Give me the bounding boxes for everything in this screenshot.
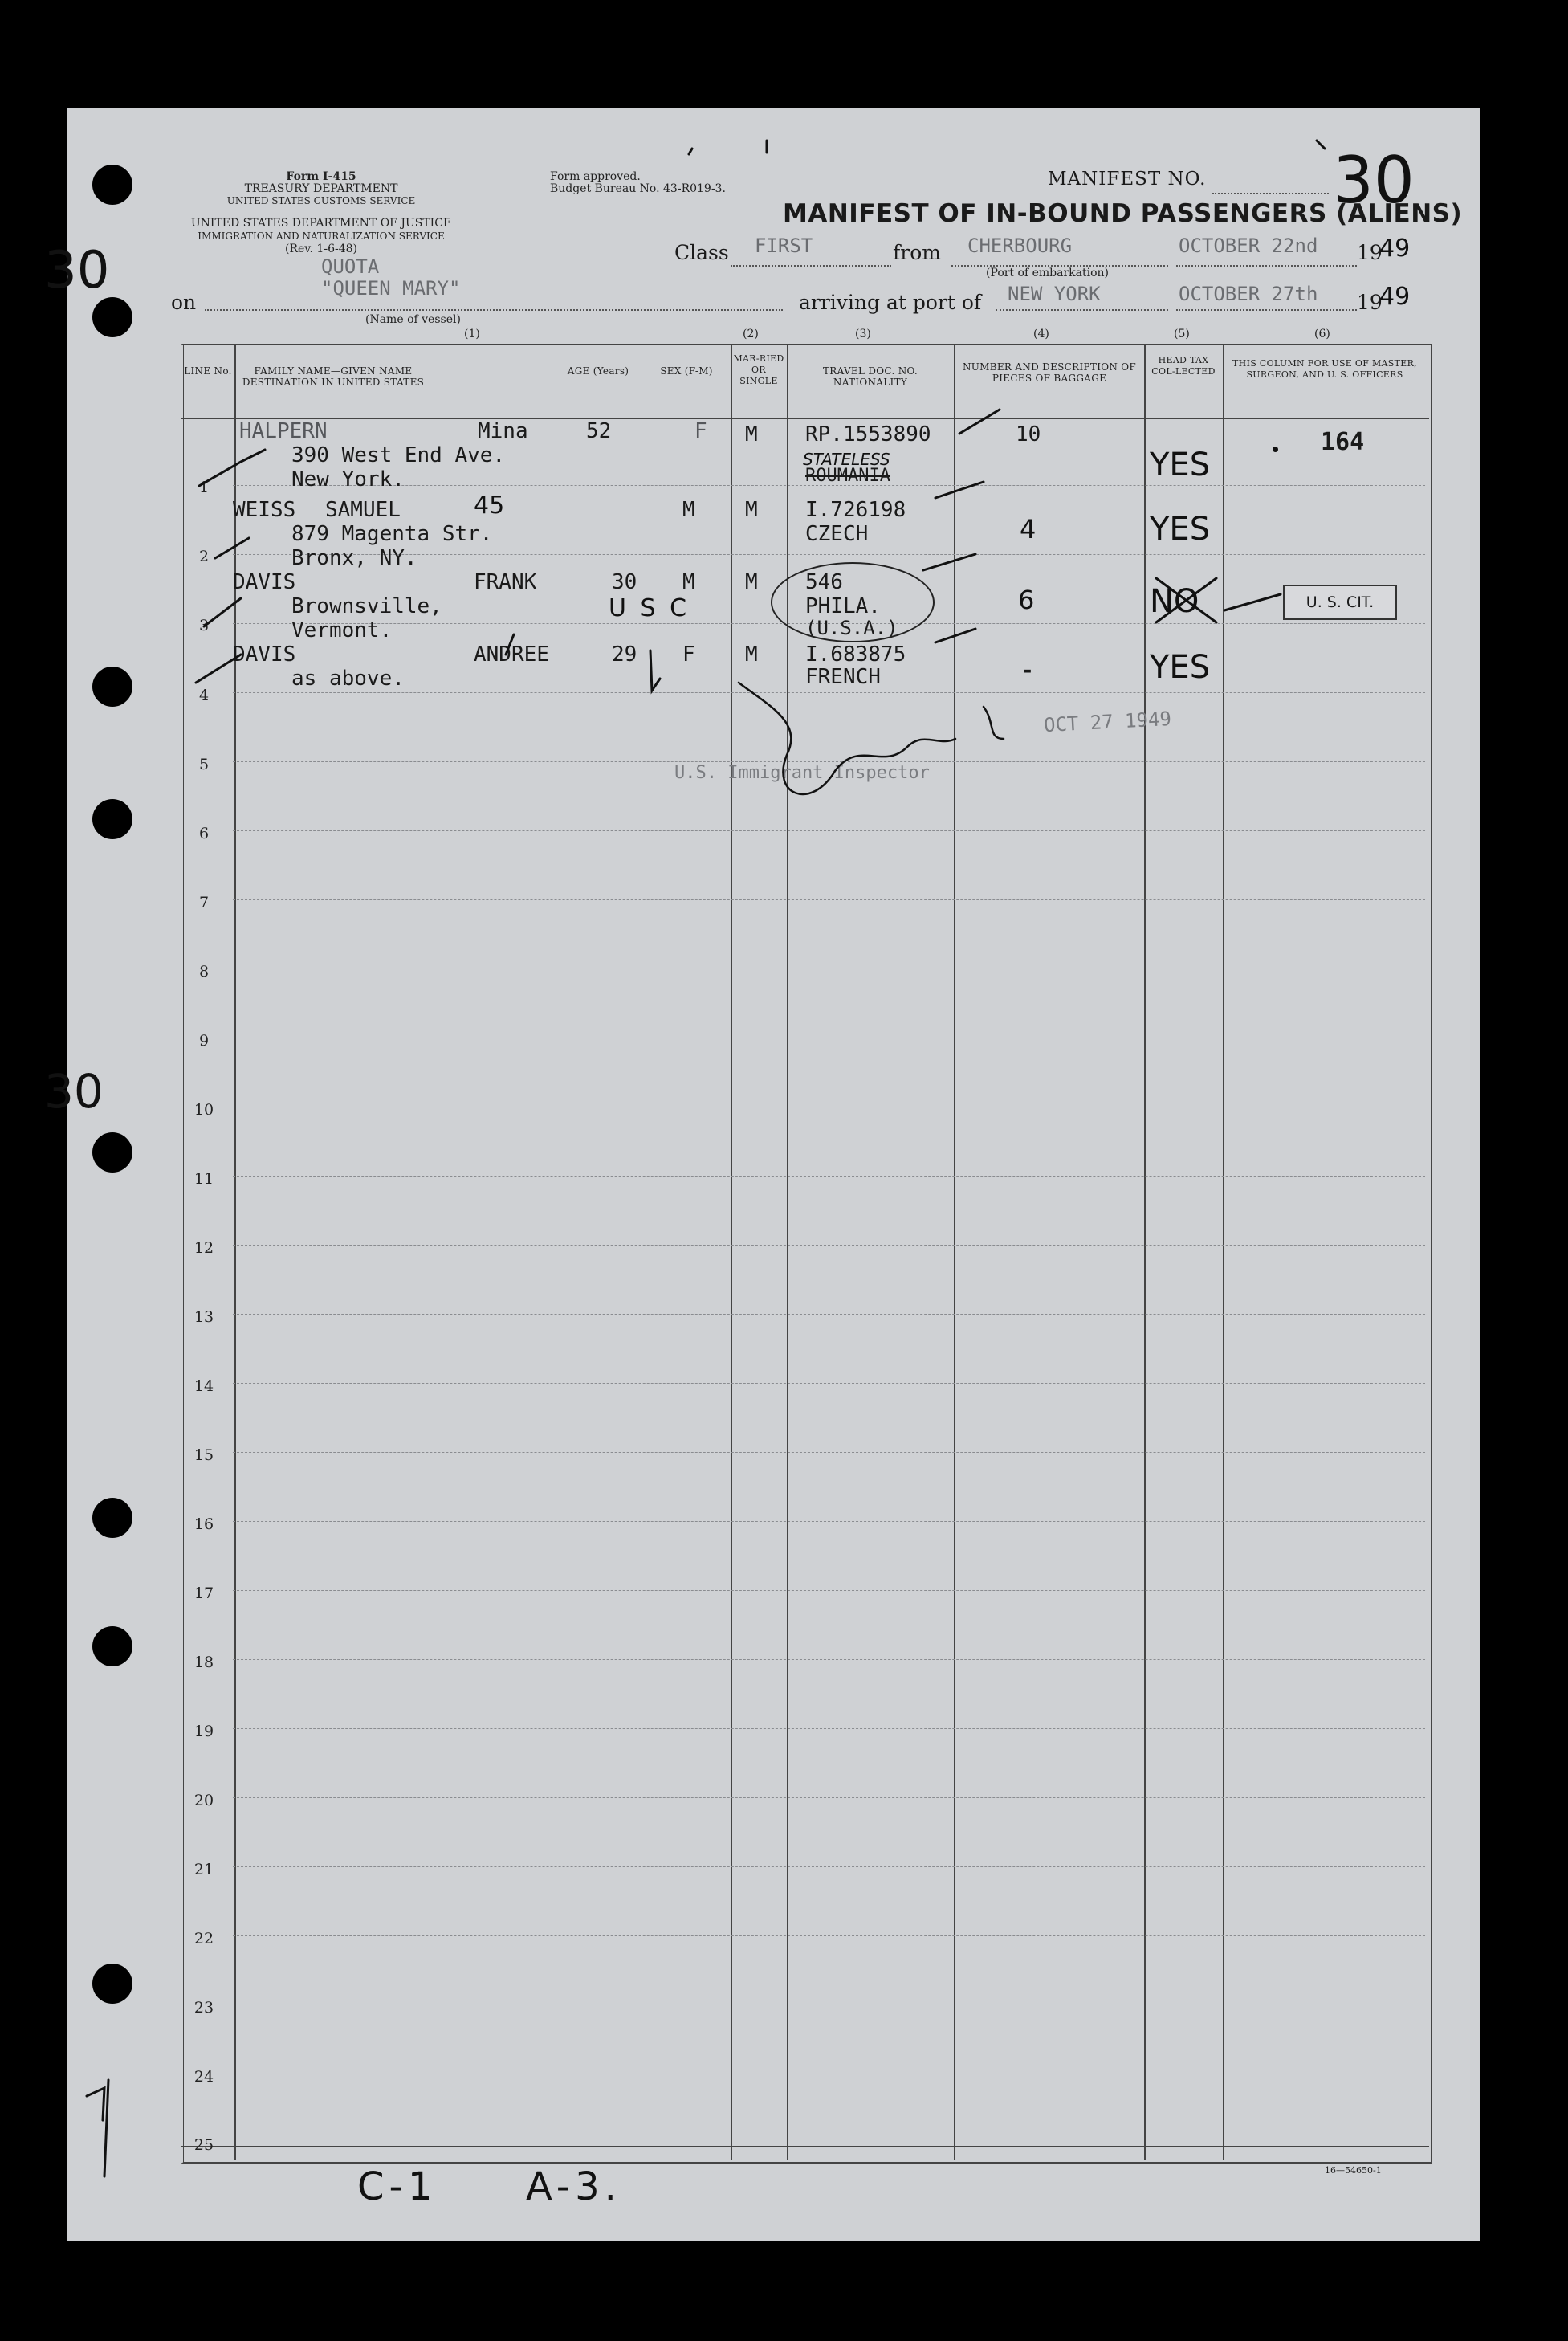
row-number: 24 — [193, 2068, 214, 2086]
from-value: CHERBOURG — [967, 235, 1073, 257]
p1-sex: F — [694, 419, 707, 443]
us-citizen-stamp: U. S. CIT. — [1283, 585, 1397, 620]
justice-department: UNITED STATES DEPARTMENT OF JUSTICE — [190, 217, 452, 230]
p2-nationality: CZECH — [805, 522, 869, 546]
p3-travel-doc: 546 — [805, 570, 843, 594]
col-travel-doc: TRAVEL DOC. NO. NATIONALITY — [822, 365, 918, 388]
budget-bureau: Budget Bureau No. 43-R019-3. — [550, 182, 726, 195]
row-number: 1 — [198, 479, 210, 496]
arrival-date: OCTOBER 27th — [1179, 283, 1318, 305]
col-married: MAR-RIED OR SINGLE — [733, 353, 784, 386]
form-approved: Form approved. — [550, 170, 641, 183]
p2-age: 45 — [474, 491, 505, 520]
col-sex: SEX (F-M) — [660, 365, 713, 377]
p1-nationality-struck: ROUMANIA — [805, 466, 890, 486]
p1-nationality: STATELESS — [803, 450, 890, 469]
col-name-destination: FAMILY NAME—GIVEN NAME DESTINATION IN UNITED STATES — [242, 365, 425, 388]
arrival-year: 49 — [1379, 283, 1411, 311]
inspection-date-stamp: OCT 27 1949 — [1043, 707, 1172, 737]
bottom-annotation-c: C-1 — [357, 2164, 438, 2209]
manifest-no-label: MANIFEST NO. — [1048, 169, 1207, 190]
manifest-number: 30 — [1333, 143, 1415, 218]
p4-married: M — [745, 642, 758, 667]
bottom-annotation-a: A-3. — [526, 2164, 621, 2209]
row-number: 22 — [193, 1930, 214, 1947]
p1-officer-note: 164 — [1321, 428, 1365, 456]
p3-nationality: PHILA. — [805, 594, 881, 618]
from-label: from — [893, 241, 941, 264]
col-line-no: LINE No. — [184, 365, 232, 377]
row-number: 20 — [193, 1792, 214, 1809]
row-number: 10 — [193, 1101, 214, 1119]
p3-destination-line1: Brownsville, — [291, 594, 442, 618]
p1-family-name: HALPERN — [239, 419, 328, 443]
p4-travel-doc: I.683875 — [805, 642, 906, 667]
row-number: 8 — [198, 963, 210, 981]
p3-age: 30 — [612, 570, 637, 594]
row-number: 5 — [198, 756, 210, 773]
p2-travel-doc: I.726198 — [805, 498, 906, 522]
row-number: 3 — [198, 617, 210, 634]
inspector-title: U.S. Immigrant Inspector — [674, 763, 930, 783]
arrival-port: NEW YORK — [1008, 283, 1101, 305]
row-number: 15 — [193, 1446, 214, 1464]
margin-number-top: 30 — [44, 241, 110, 300]
row-number: 23 — [193, 1999, 214, 2017]
p4-sex: F — [682, 642, 695, 667]
vessel-name-label: (Name of vessel) — [365, 313, 461, 326]
p3-destination-line2: Vermont. — [291, 618, 393, 642]
p2-destination-line2: Bronx, NY. — [291, 546, 417, 570]
p4-given-name: ANDREE — [474, 642, 549, 667]
p4-family-name: DAVIS — [233, 642, 296, 667]
p2-head-tax: YES — [1150, 511, 1211, 548]
row-number: 13 — [193, 1308, 214, 1326]
p3-family-name: DAVIS — [233, 570, 296, 594]
p2-married: M — [745, 498, 758, 522]
arriving-label: arriving at port of — [799, 291, 982, 314]
departure-date: OCTOBER 22nd — [1179, 235, 1318, 257]
vessel-name: "QUEEN MARY" — [321, 277, 461, 300]
p2-family-name: WEISS — [233, 498, 296, 522]
p1-travel-doc: RP.1553890 — [805, 422, 931, 447]
p4-baggage: - — [1021, 659, 1034, 683]
row-number: 6 — [198, 825, 210, 842]
row-number: 7 — [198, 894, 210, 912]
manifest-title: MANIFEST OF IN-BOUND PASSENGERS (ALIENS) — [783, 199, 1463, 228]
col-officers: THIS COLUMN FOR USE OF MASTER, SURGEON, AND U. S. OFFICERS — [1232, 358, 1417, 380]
row-number: 4 — [198, 687, 210, 704]
row-number: 17 — [193, 1584, 214, 1602]
column-number: (5) — [1174, 328, 1190, 341]
quota-label: QUOTA — [321, 255, 380, 278]
margin-number-mid: 30 — [44, 1064, 104, 1119]
col-age: AGE (Years) — [567, 365, 629, 377]
col-head-tax: HEAD TAX COL-LECTED — [1151, 355, 1216, 377]
p2-destination-line1: 879 Magenta Str. — [291, 522, 493, 546]
p4-head-tax: YES — [1150, 649, 1211, 686]
on-label: on — [171, 291, 197, 314]
p4-destination-line1: as above. — [291, 667, 405, 691]
departure-year-prefix: 19 — [1357, 241, 1383, 264]
p2-sex: M — [682, 498, 695, 522]
column-number: (4) — [1033, 328, 1049, 341]
p1-given-name: Mina — [478, 419, 528, 443]
row-number: 18 — [193, 1654, 214, 1671]
column-number: (2) — [743, 328, 759, 341]
p2-given-name: SAMUEL — [325, 498, 401, 522]
p1-age: 52 — [586, 419, 612, 443]
p1-baggage: 10 — [1016, 422, 1041, 447]
p3-sex: M — [682, 570, 695, 594]
departure-year: 49 — [1379, 235, 1411, 263]
p3-nationality-country: (U.S.A.) — [805, 617, 898, 639]
row-number: 16 — [193, 1515, 214, 1533]
row-number: 25 — [193, 2136, 214, 2154]
port-embarkation-label: (Port of embarkation) — [986, 267, 1109, 279]
p1-destination-line2: New York. — [291, 467, 405, 491]
column-number: (1) — [464, 328, 480, 341]
column-number: (3) — [855, 328, 871, 341]
column-number: (6) — [1314, 328, 1330, 341]
p3-given-name: FRANK — [474, 570, 537, 594]
immigration-service: IMMIGRATION AND NATURALIZATION SERVICE — [198, 230, 445, 242]
row-number: 12 — [193, 1239, 214, 1257]
form-revision: (Rev. 1-6-48) — [285, 243, 357, 255]
class-value: FIRST — [755, 235, 813, 257]
form-number: Form I-415 — [286, 170, 356, 183]
p4-age: 29 — [612, 642, 637, 667]
row-number: 11 — [193, 1170, 214, 1188]
row-number: 2 — [198, 548, 210, 565]
row-number: 14 — [193, 1377, 214, 1395]
row-number: 21 — [193, 1861, 214, 1878]
treasury-department: TREASURY DEPARTMENT — [244, 182, 398, 195]
class-label: Class — [674, 241, 729, 264]
row-number: 19 — [193, 1723, 214, 1740]
p4-nationality: FRENCH — [805, 665, 881, 689]
p3-married: M — [745, 570, 758, 594]
p3-baggage: 6 — [1018, 585, 1035, 615]
col-baggage: NUMBER AND DESCRIPTION OF PIECES OF BAGGAGE — [962, 361, 1137, 384]
p1-head-tax: YES — [1150, 447, 1211, 483]
arrival-year-prefix: 19 — [1357, 291, 1383, 314]
form-footer-code: 16—54650-1 — [1325, 2165, 1382, 2176]
row-number: 9 — [198, 1032, 210, 1050]
p2-baggage: 4 — [1020, 514, 1037, 544]
p1-married: M — [745, 422, 758, 447]
p1-destination-line1: 390 West End Ave. — [291, 443, 506, 467]
customs-service: UNITED STATES CUSTOMS SERVICE — [226, 195, 416, 206]
p3-age-note: U S C — [609, 594, 690, 622]
p3-head-tax: NO — [1150, 583, 1199, 620]
